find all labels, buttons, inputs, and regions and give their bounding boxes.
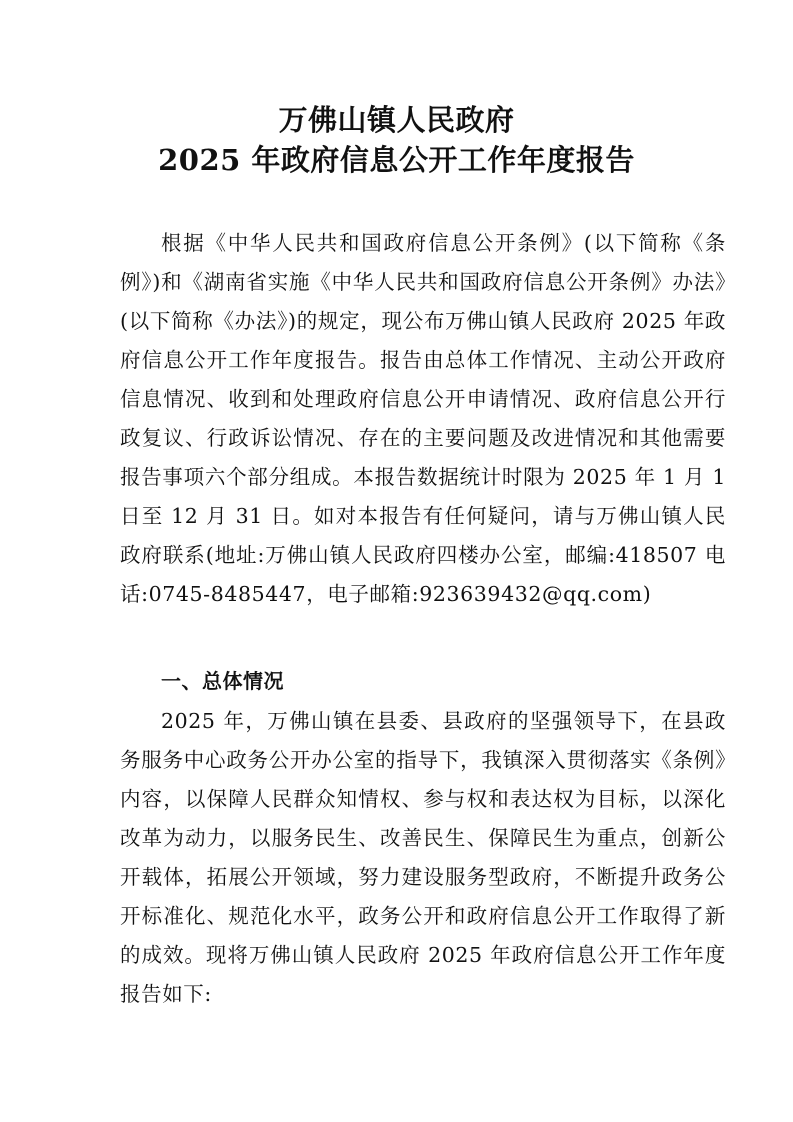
section-heading-overview: 一、总体情况 [161, 669, 284, 693]
document-title-line-1: 万佛山镇人民政府 [278, 103, 515, 137]
intro-paragraph: 根据《中华人民共和国政府信息公开条例》(以下简称《条例》)和《湖南省实施《中华人民共和国政府信息公开条例》办法》(以下简称《办法》)的规定，现公布万佛山镇人民政府 2025 年政府信息公开工作年度报告。报告由总体工作情况、主动公开政府信息情况、收到和处理政府信息公开申请情况、政府信息公开行政复议、行政诉讼情况、存在的主要问题及改进情况和其他需要报告事项六个部分组成。本报告数据统计时限为 2025 年 1 月 1 日至 12 月 31 日。如对本报告有任何疑问，请与万佛山镇人民政府联系(地址:万佛山镇人民政府四楼办公室，邮编:418507 电话:0745-8485447，电子邮箱:923639432@qq.com) [120, 231, 726, 606]
section-overview-paragraph: 2025 年，万佛山镇在县委、县政府的坚强领导下，在县政务服务中心政务公开办公室的指导下，我镇深入贯彻落实《条例》内容，以保障人民群众知情权、参与权和表达权为目标，以深化改革为动力，以服务民生、改善民生、保障民生为重点，创新公开载体，拓展公开领域，努力建设服务型政府，不断提升政务公开标准化、规范化水平，政务公开和政府信息公开工作取得了新的成效。现将万佛山镇人民政府 2025 年政府信息公开工作年度报告如下: [120, 709, 726, 1006]
document-title-line-2: 2025 年政府信息公开工作年度报告 [158, 143, 635, 177]
